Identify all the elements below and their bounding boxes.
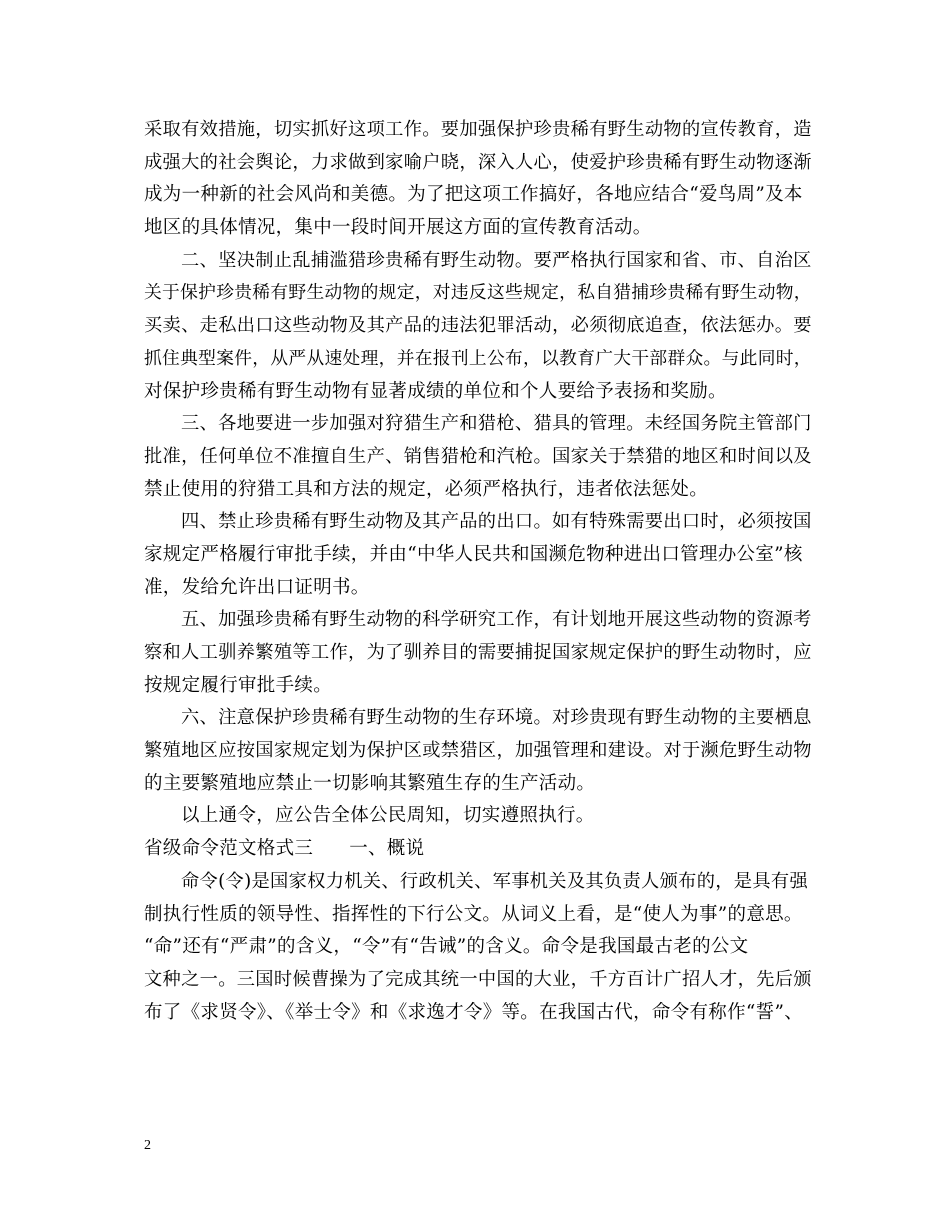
text-line: 以上通令，应公告全体公民周知，切实遵照执行。 — [181, 805, 595, 827]
text-line: 禁止使用的狩猎工具和方法的规定，必须严格执行，违者依法惩处。 — [144, 478, 709, 500]
section-heading-title: 省级命令范文格式三 — [144, 838, 314, 860]
text-line: 文种之一。三国时候曹操为了完成其统一中国的大业，千方百计广招人才，先后颁 — [144, 968, 812, 990]
text-line: 抓住典型案件，从严从速处理，并在报刊上公布，以教育广大干部群众。与此同时， — [144, 348, 812, 369]
text-line: 五、加强珍贵稀有野生动物的科学研究工作，有计划地开展这些动物的资源考 — [181, 609, 812, 631]
text-line: 准，发给允许出口证明书。 — [144, 576, 370, 598]
text-line: 三、各地要进一步加强对狩猎生产和猎枪、猎具的管理。未经国务院主管部门 — [181, 413, 812, 435]
text-line: 四、禁止珍贵稀有野生动物及其产品的出口。如有特殊需要出口时，必须按国 — [181, 511, 812, 533]
text-line: 买卖、走私出口这些动物及其产品的违法犯罪活动，必须彻底追查，依法惩办。要 — [144, 315, 812, 337]
text-line: 二、坚决制止乱捕滥猎珍贵稀有野生动物。要严格执行国家和省、市、自治区 — [181, 249, 812, 271]
document-body — [144, 114, 814, 1029]
text-line: 批准，任何单位不准擅自生产、销售猎枪和汽枪。国家关于禁猎的地区和时间以及 — [144, 445, 812, 467]
overview-paragraphs — [144, 866, 814, 1029]
text-line: 命令(令)是国家权力机关、行政机关、军事机关及其负责人颁布的，是具有强 — [181, 870, 808, 892]
text-line: 采取有效措施，切实抓好这项工作。要加强保护珍贵稀有野生动物的宣传教育，造 — [144, 119, 812, 140]
text-line: 按规定履行审批手续。 — [144, 674, 333, 696]
text-line: 六、注意保护珍贵稀有野生动物的生存环境。对珍贵现有野生动物的主要栖息 — [181, 707, 812, 729]
body-paragraphs — [144, 114, 814, 833]
text-line: 制执行性质的领导性、指挥性的下行公文。从词义上看，是“使人为事”的意思。 — [144, 903, 803, 925]
text-line: 成为一种新的社会风尚和美德。为了把这项工作搞好，各地应结合“爱鸟周”及本 — [144, 184, 803, 206]
text-line: “命”还有“严肃”的含义，“令”有“告诫”的含义。命令是我国最古老的公文 — [144, 936, 749, 958]
text-line: 地区的具体情况，集中一段时间开展这方面的宣传教育活动。 — [144, 217, 652, 239]
text-line: 察和人工驯养繁殖等工作，为了驯养目的需要捕捉国家规定保护的野生动物时，应 — [144, 642, 812, 663]
text-line: 布了《求贤令》、《举士令》和《求逸才令》等。在我国古代，命令有称作“誓”、 — [144, 1001, 804, 1023]
text-line: 的主要繁殖地应禁止一切影响其繁殖生存的生产活动。 — [144, 772, 596, 794]
text-line: 家规定严格履行审批手续，并由“中华人民共和国濒危物种进出口管理办公室”核 — [144, 543, 803, 565]
text-line: 繁殖地区应按国家规定划为保护区或禁猎区，加强管理和建设。对于濒危野生动物 — [144, 740, 812, 762]
section-heading — [144, 833, 814, 866]
text-line: 成强大的社会舆论，力求做到家喻户晓，深入人心，使爱护珍贵稀有野生动物逐渐 — [144, 151, 812, 173]
text-line: 对保护珍贵稀有野生动物有显著成绩的单位和个人要给予表扬和奖励。 — [144, 380, 727, 402]
section-heading-subtitle: 一、概说 — [349, 838, 425, 860]
page-number: 2 — [144, 1138, 151, 1153]
text-line: 关于保护珍贵稀有野生动物的规定，对违反这些规定，私自猎捕珍贵稀有野生动物， — [144, 283, 812, 304]
